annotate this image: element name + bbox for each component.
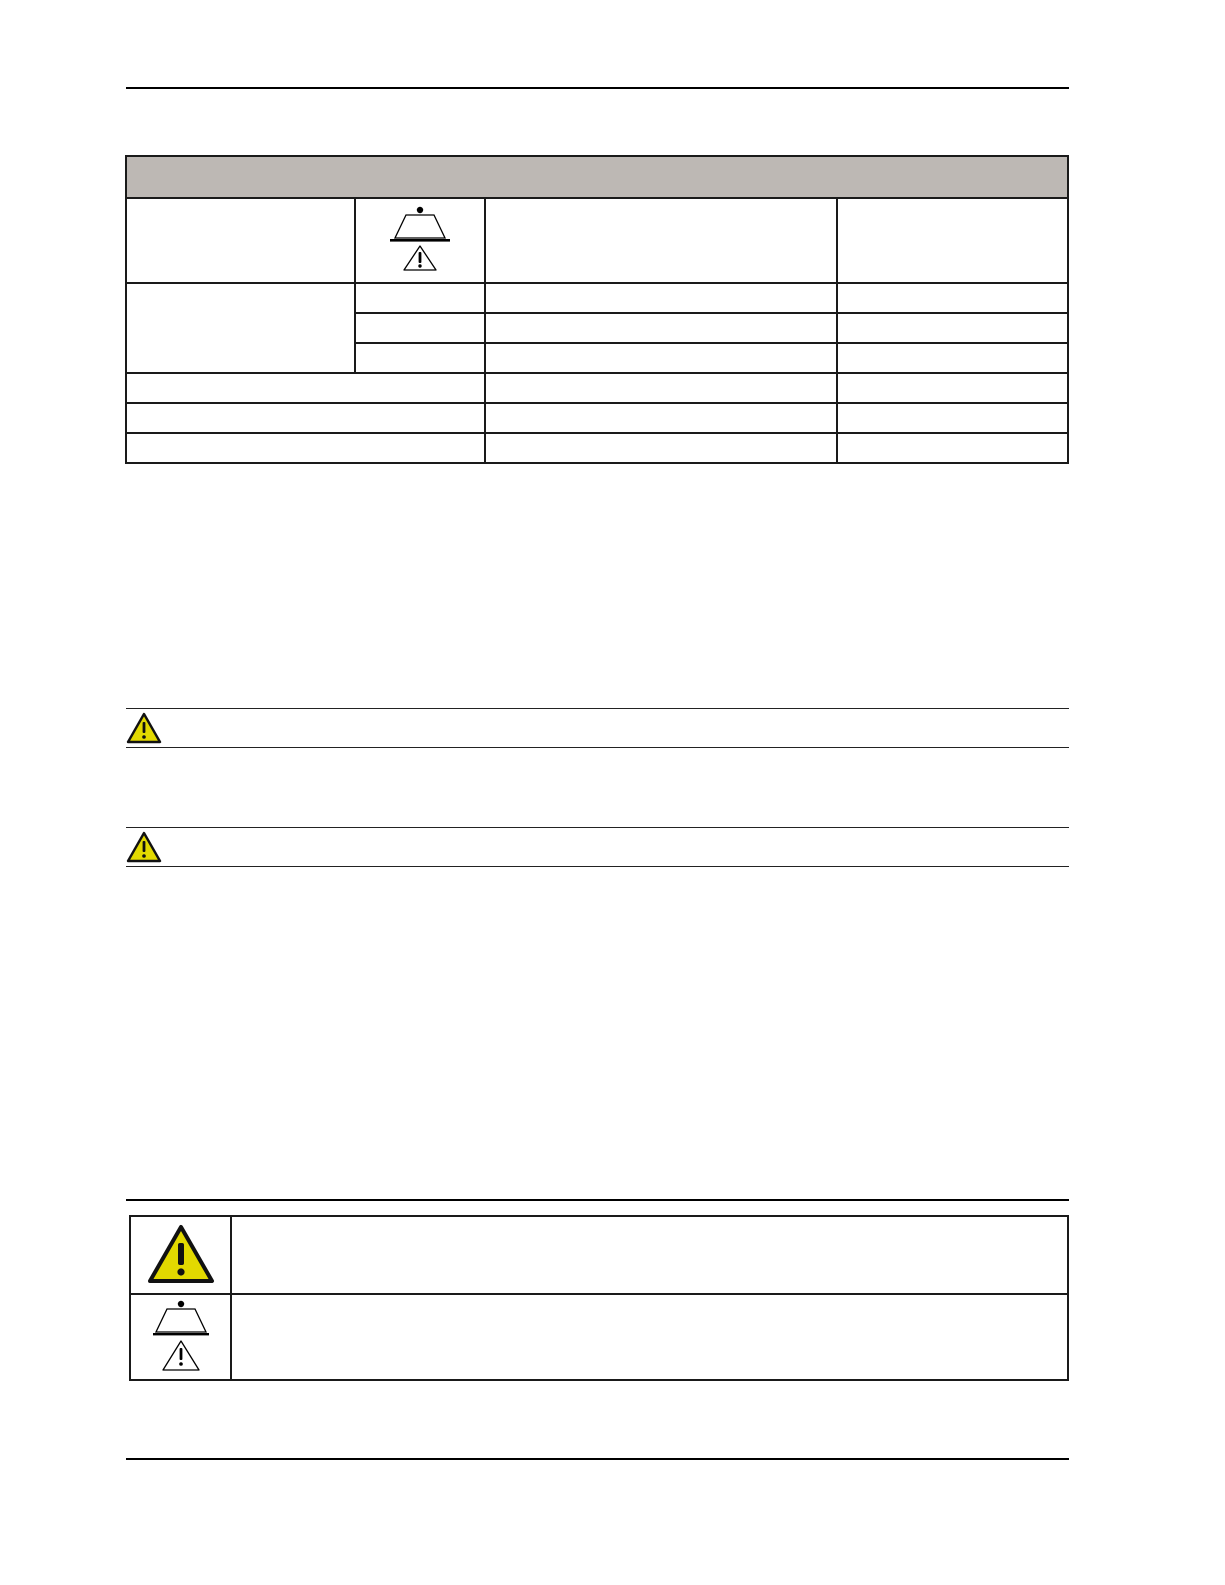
table-cell [126,403,485,433]
legend-description [231,1216,1068,1294]
table-cell [837,283,1068,313]
table-cell [485,283,837,313]
legend-rule [126,1199,1069,1201]
overhead-load-warning-icon [390,259,450,275]
table-cell [485,313,837,343]
legend-symbol-cell [130,1216,231,1294]
table-cell [485,433,837,463]
footer-rule [126,1458,1069,1460]
table-cell [355,313,485,343]
table-cell [837,403,1068,433]
header-cell [126,198,355,283]
table-cell [355,283,485,313]
overhead-load-warning-icon [153,1359,209,1375]
warning-notice [126,827,1069,867]
warning-triangle-icon [126,831,162,868]
header-icon-cell [355,198,485,283]
table-caption [126,156,1068,198]
group-label-cell [126,283,355,373]
symbol-legend [129,1215,1069,1381]
header-cell [837,198,1068,283]
table-cell [485,403,837,433]
table-cell [837,433,1068,463]
warning-triangle-icon [147,1271,215,1287]
table-cell [355,343,485,373]
legend-symbol-cell [130,1294,231,1380]
table-cell [837,313,1068,343]
table-cell [126,433,485,463]
table-cell [126,373,485,403]
legend-description [231,1294,1068,1380]
table-cell [485,343,837,373]
warning-notice [126,708,1069,748]
warning-triangle-icon [126,712,162,749]
specification-table [125,155,1069,464]
header-rule [126,87,1069,89]
table-cell [837,373,1068,403]
table-cell [837,343,1068,373]
table-cell [485,373,837,403]
header-cell [485,198,837,283]
